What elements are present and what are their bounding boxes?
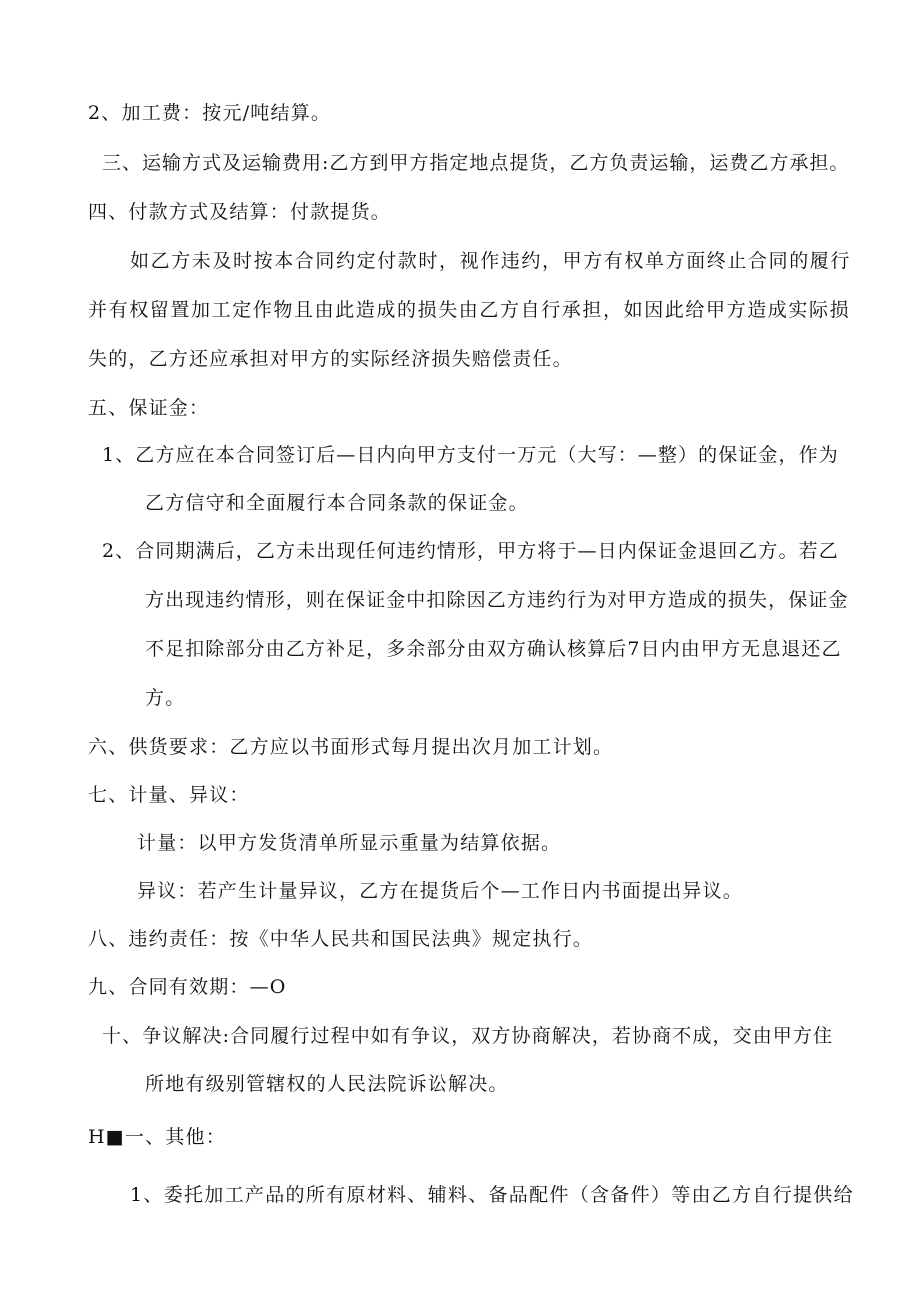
objection-clause: 异议：若产生计量异议，乙方在提货后个—工作日内书面提出异议。 [137,880,744,902]
other-clause-1-line-1: 1、委托加工产品的所有原材料、辅料、备品配件（含备件）等由乙方自行提供给 [130,1184,854,1206]
paragraph-payment-line-1: 如乙方未及时按本合同约定付款时，视作违约，甲方有权单方面终止合同的履行 [130,250,852,272]
deposit-clause-2-line-1: 2、合同期满后，乙方未出现任何违约情形，甲方将于—日内保证金退回乙方。若乙 [102,540,839,562]
section-6-supply: 六、供货要求：乙方应以书面形式每月提出次月加工计划。 [88,736,614,758]
section-10-dispute-line-1: 十、争议解决:合同履行过程中如有争议，双方协商解决，若协商不成，交由甲方住 [102,1025,834,1047]
deposit-clause-1-line-1: 1、乙方应在本合同签订后—日内向甲方支付一万元（大写：—整）的保证金，作为 [102,444,839,466]
section-9-validity: 九、合同有效期：—O [88,976,287,998]
section-7-measurement-heading: 七、计量、异议： [88,784,250,806]
deposit-clause-1-line-2: 乙方信守和全面履行本合同条款的保证金。 [145,492,529,514]
deposit-clause-2-line-4: 方。 [145,687,186,709]
paragraph-payment-line-2: 并有权留置加工定作物且由此造成的损失由乙方自行承担，如因此给甲方造成实际损 [88,299,851,321]
paragraph-payment-line-3: 失的，乙方还应承担对甲方的实际经济损失赔偿责任。 [88,348,573,370]
section-4-payment-heading: 四、付款方式及结算：付款提货。 [88,201,392,223]
deposit-clause-2-line-3: 不足扣除部分由乙方补足，多余部分由双方确认核算后7日内由甲方无息退还乙 [145,638,842,660]
section-10-dispute-line-2: 所地有级别管辖权的人民法院诉讼解决。 [145,1073,509,1095]
deposit-clause-2-line-2: 方出现违约情形，则在保证金中扣除因乙方违约行为对甲方造成的损失，保证金 [145,589,849,611]
section-3-transport: 三、运输方式及运输费用:乙方到甲方指定地点提货，乙方负责运输，运费乙方承担。 [102,152,850,174]
section-5-deposit-heading: 五、保证金： [88,397,210,419]
measurement-clause: 计量：以甲方发货清单所显示重量为结算依据。 [137,832,562,854]
clause-2-processing-fee: 2、加工费：按元/吨结算。 [88,102,332,124]
section-11-other-heading: H■一、其他： [88,1126,226,1148]
section-8-liability: 八、违约责任：按《中华人民共和国民法典》规定执行。 [88,928,594,950]
